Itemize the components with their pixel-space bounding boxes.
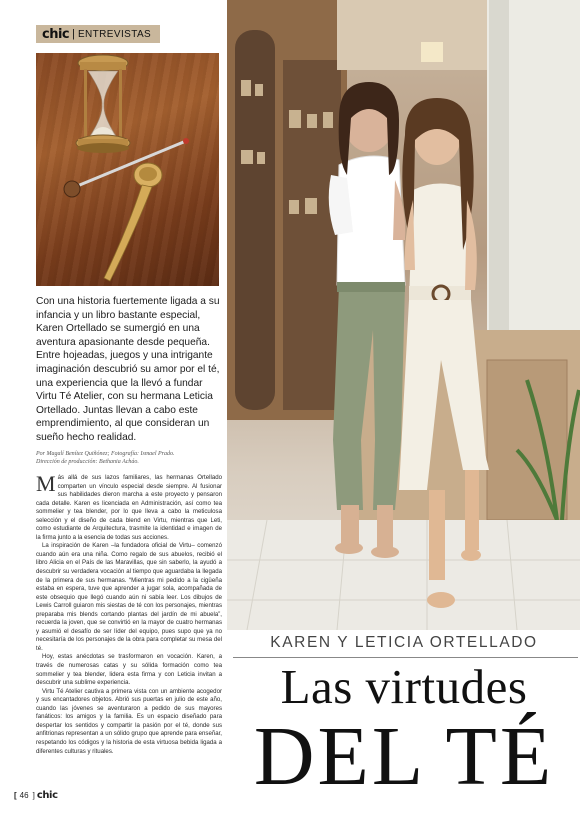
credits-line-2: Dirección de producción: Bethania Acháo. [36,458,139,465]
section-name: ENTREVISTAS [77,28,152,40]
photo-credits [36,451,222,466]
page-number: 46 [19,791,29,800]
body-paragraph: Hoy, estas anécdotas se trasformaron en vocación. Karen, a través de numerosas catas y su sólida formación como tea sommelier y tea blender, lidera esta firma y con Leticia invitan a descubrir una sublime experiencia. [36,653,222,687]
footer-separator: ] [32,791,35,800]
section-tag [36,25,160,43]
sisters-portrait-photo [227,0,580,630]
article-subtitle: KAREN Y LETICIA ORTELLADO [270,634,538,651]
title-divider [233,657,578,658]
body-paragraph: Más allá de sus lazos familiares, las hermanas Ortellado comparten un vínculo especial desde siempre. Al fusionar sus habilidades dieron marcha a este proyecto y pensaron cada detalle. Karen es licenciada en Administración, así como tea sommelier y tea blender, por lo que lleva a cabo la meticulosa selección y el diseño de cada blend en Virtu, mientras que Leti, como estudiante de Arquitectura, trasmite la identidad e imagen de la firma junto a la esencia de todas sus acciones. [36,471,222,541]
article-title-line-1: Las virtudes [280,659,528,714]
tag-separator: | [72,28,75,40]
page-footer [14,790,58,801]
hourglass-spoon-photo [36,53,219,286]
credits-line-1: Por Magalí Benítez Quiñónez; Fotografía: Ismael Prado. [36,451,175,457]
drop-cap: M [36,471,56,496]
magazine-brand: chic [42,26,70,42]
intro-paragraph: Con una historia fuertemente ligada a su infancia y un libro bastante especial, Karen Ortellado se sumergió en una aventura apasionante desde pequeña. Entre hojeadas, juegos y una intrigante imaginación descubrió su amor por el té, una experiencia que la llevó a fundar Virtu Té Atelier, con su hermana Leticia Ortellado. Juntas llevan a cabo este emprendimiento, al que consideran un sueño hecho realidad. [36,296,220,443]
gold-spoon-icon [104,163,162,281]
hourglass-icon [76,55,130,153]
article-title-line-2: DEL TÉ [253,710,555,803]
body-paragraph: Virtu Té Atelier cautiva a primera vista con un ambiente acogedor y sus encantadores objetos. Abrió sus puertas en julio de este año, cuando las jóvenes se aventuraron a pedido de sus mayores fanáticos: los amigos y la familia. Es un espacio diseñado para despertar los sentidos y compartir la pasión por el té, donde sus anfitrionas representan a un sólido grupo que aprende para enseñar, respetando los códigos y la historia de esta virtuosa bebida ligada a diferentes culturas y rituales. [36,687,222,755]
body-paragraph: La inspiración de Karen –la fundadora oficial de Virtu– comenzó cuando aún era una niña. Como regalo de sus abuelos, recibió el libro Alicia en el País de las Maravillas, que sin saberlo, la ayudó a descubrir su verdadera vocación al tiempo que aguardaba la llegada de la primera de sus hermanas. “Mientras mi pedido a la cigüeña estaba en espera, tuve que aprender a jugar sola, acompañada de este obsequio que llegó cuando aún ni sabía leer. Los dibujos de Lewis Carroll guiaron mis siestas de té con los personajes, mientras preparaba mis blends cortando plantas del jardín de mi abuela”, recuerda la joven, que se convirtió en la mayor de cuatro hermanas y asumió el desafío de ser líder del equipo, pues supo que ya no necesitaría de los personajes de la obra para completar su mesa del té. [36,542,222,652]
footer-brand: chic [36,790,58,801]
footer-bracket: [ [14,791,17,800]
article-body [36,471,222,756]
